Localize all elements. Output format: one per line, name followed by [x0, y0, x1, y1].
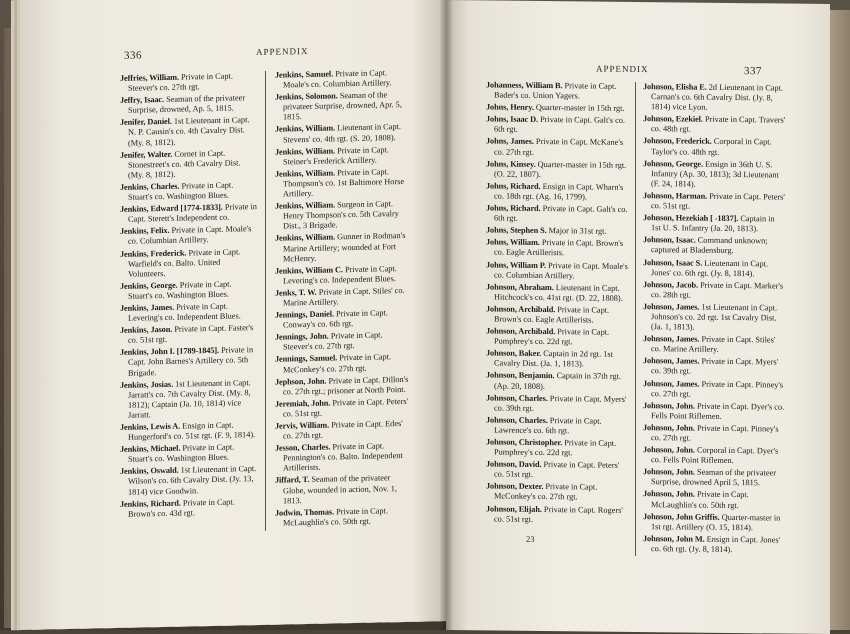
- entry-description: Lieutenant in Capt. Stevens' co. 4th rgt. (S. 20, 1808).: [283, 122, 401, 145]
- entry-description: Private in Capt. Sterett's Independent co.: [128, 202, 257, 224]
- roster-entry: [120, 148, 257, 181]
- roster-entry: [643, 534, 786, 556]
- roster-entry: [275, 167, 412, 200]
- entry-description: Private in Capt. Pennington's co. Balto. Independent Artillerists.: [283, 441, 403, 473]
- roster-entry: [275, 231, 412, 264]
- roster-entry: [643, 512, 786, 534]
- entry-description: Private in Capt. Dyer's co. Fells Point Riflemen.: [651, 401, 785, 421]
- roster-entry: [486, 226, 629, 238]
- entry-name: Johns, William P.: [486, 259, 546, 270]
- roster-entry: [120, 323, 257, 346]
- entry-description: Private in Capt. Lawrence's co. 6th rgt.: [494, 415, 602, 436]
- right-page: [446, 0, 830, 634]
- entry-name: Johnson, Isaac S.: [643, 257, 703, 268]
- entry-name: Johnson, Abraham.: [486, 282, 554, 292]
- entry-name: Johns, Isaac D.: [486, 114, 538, 125]
- left-page-number: 336: [124, 49, 142, 62]
- roster-entry: [643, 280, 786, 302]
- roster-entry: [486, 482, 629, 504]
- entry-description: Private in Capt. John Barnes's Artillery co. 5th Brigade.: [128, 345, 254, 378]
- entry-name: Jenkins, Lewis A.: [120, 421, 181, 432]
- roster-entry: [486, 103, 629, 115]
- roster-entry: [486, 393, 629, 415]
- entry-name: Jenkins, William C.: [275, 264, 343, 276]
- roster-entry: [486, 326, 629, 348]
- entry-name: Jenkins, Charles.: [120, 181, 180, 192]
- roster-entry: [643, 191, 786, 213]
- roster-entry: [643, 302, 786, 334]
- entry-name: Jenkins, Frederick.: [120, 248, 187, 259]
- roster-entry: [275, 68, 412, 91]
- entry-name: Johns, Stephen S.: [486, 225, 547, 236]
- roster-entry: [486, 80, 629, 102]
- roster-entry: [120, 420, 257, 443]
- roster-entry: [486, 137, 629, 159]
- roster-entry: [275, 263, 412, 286]
- entry-description: Private in Capt. Conway's co. 6th rgt.: [283, 308, 388, 330]
- entry-description: Private in Capt. Stuart's co. Washington Blues.: [128, 180, 234, 202]
- entry-description: Captain in 2d rgt. 1st Cavalry Dist. (Ja. 1, 1813).: [494, 349, 613, 369]
- roster-entry: [275, 419, 412, 442]
- entry-name: Johanness, William B.: [486, 80, 563, 91]
- roster-entry: [643, 213, 786, 235]
- entry-description: 1st Lieutenant in Capt. Johnson's co. 2d rgt. 1st Cavalry Dist. (Ja. 1, 1813).: [651, 302, 778, 332]
- roster-entry: [275, 330, 412, 353]
- entry-name: Jenkins, William.: [275, 146, 336, 157]
- entry-name: Johns, William.: [486, 237, 540, 248]
- entry-description: Private in Capt. Pinney's co. 27th rgt.: [651, 423, 779, 443]
- entry-name: Jeffry, Isaac.: [120, 95, 164, 106]
- roster-entry: [643, 235, 786, 257]
- entry-description: Private in Capt. Steever's co. 27th rgt.: [283, 330, 383, 352]
- roster-entry: [643, 423, 786, 445]
- entry-name: Johnson, Charles.: [486, 415, 548, 425]
- entry-name: Jephson, John.: [275, 376, 327, 387]
- entry-name: Johnson, Christopher.: [486, 437, 563, 448]
- entry-name: Jenkins, Oswald.: [120, 466, 179, 477]
- roster-entry: [275, 199, 412, 232]
- entry-description: Command unknown; captured at Bladensburg.: [651, 235, 768, 256]
- roster-entry: [643, 82, 786, 114]
- roster-entry: [120, 180, 257, 203]
- roster-entry: [486, 304, 629, 326]
- entry-description: Private in Capt. Dillon's co. 27th rgt.; prisoner at North Point.: [283, 374, 409, 397]
- entry-description: Captain in 1st U. S. Infantry (Ja. 20, 1813).: [651, 214, 775, 234]
- roster-entry: [120, 93, 257, 116]
- entry-name: Johnson, John.: [643, 467, 695, 477]
- entry-name: Johnson, Dexter.: [486, 481, 544, 492]
- entry-description: Private in Capt. Galt's co. 6th rgt.: [494, 115, 625, 135]
- roster-entry: [120, 378, 257, 421]
- entry-name: Jenkins, Samuel.: [275, 69, 334, 80]
- roster-entry: [643, 356, 786, 378]
- entry-description: Captain in 37th rgt. (Ap. 20, 1808).: [494, 371, 621, 391]
- right-page-number: 337: [744, 65, 762, 78]
- entry-name: Johns, Richard.: [486, 203, 541, 214]
- entry-description: 1st Lieutenant in Capt. Wilson's co. 6th Cavalry Dist. (Jy. 13, 1814) vice Goodwin.: [128, 464, 257, 497]
- entry-name: Jennings, Daniel.: [275, 309, 334, 320]
- entry-name: Jenkins, George.: [120, 280, 178, 291]
- roster-entry: [643, 379, 786, 401]
- roster-entry: [275, 506, 412, 529]
- entry-name: Johnson, Ezekiel.: [643, 114, 703, 124]
- entry-name: Johnson, John M.: [643, 533, 705, 544]
- entry-name: Johnson, John.: [643, 489, 695, 500]
- entry-name: Johnson, David.: [486, 459, 542, 470]
- roster-entry: [486, 415, 629, 437]
- entry-name: Jenkins, Solomon.: [275, 91, 338, 102]
- roster-entry: [275, 90, 412, 123]
- entry-description: Seaman of the privateer Surprise, drowned April 5, 1815.: [651, 467, 776, 488]
- entry-name: Johnson, James.: [643, 356, 700, 366]
- roster-entry: [275, 374, 412, 397]
- left-running-title: APPENDIX: [256, 45, 309, 58]
- entry-description: Private in Capt. Stuart's co. Washington Blues.: [128, 279, 232, 301]
- entry-description: Seaman of the privateer Globe, wounded in action, Nov. 1, 1813.: [283, 473, 397, 506]
- left-column-1: [120, 71, 265, 534]
- entry-description: Private in Capt. Myers' co. 39th rgt.: [494, 393, 627, 413]
- entry-description: Private in Capt. McKane's co. 27th rgt.: [494, 137, 624, 157]
- roster-entry: [120, 301, 257, 324]
- right-column-2: [635, 82, 786, 558]
- entry-name: Johns, Henry.: [486, 102, 534, 113]
- entry-description: Major in 31st rgt.: [548, 226, 607, 236]
- roster-entry: [643, 401, 786, 423]
- roster-entry: [120, 345, 257, 378]
- entry-description: Ensign in Capt. Hungerford's co. 51st rgt. (F. 9, 1814).: [128, 420, 256, 442]
- entry-name: Johnson, James.: [643, 334, 700, 344]
- roster-entry: [120, 224, 257, 247]
- right-running-title: APPENDIX: [596, 63, 649, 75]
- entry-name: Johnson, Harman.: [643, 191, 708, 201]
- entry-name: Johns, James.: [486, 136, 534, 147]
- roster-entry: [643, 137, 786, 159]
- roster-entry: [486, 371, 629, 393]
- entry-name: Jenkins, Felix.: [120, 226, 170, 237]
- entry-name: Jennings, Samuel.: [275, 353, 338, 365]
- entry-description: Ensign in 36th U. S. Infantry (Ap. 30, 1813); 3d Lieutenant (F. 24, 1814).: [651, 159, 779, 189]
- roster-entry: [486, 260, 629, 282]
- entry-description: Private in Capt. McLaughlin's co. 50th rgt.: [283, 506, 388, 528]
- roster-entry: [643, 334, 786, 356]
- entry-description: Private in Capt. Pumphrey's co. 22d rgt.: [494, 327, 610, 347]
- entry-description: Private in Capt. Stuart's co. Washington Blues.: [128, 442, 235, 465]
- roster-entry: [120, 464, 257, 497]
- entry-description: Private in Capt. Stiles' co. Marine Artillery.: [283, 285, 405, 308]
- roster-entry: [486, 282, 629, 304]
- entry-description: Private in Capt. Travers' co. 48th rgt.: [651, 114, 786, 134]
- entry-description: Gunner in Rodman's Marine Artillery; wounded at Fort McHenry.: [283, 231, 406, 264]
- entry-name: Johnson, James.: [643, 301, 700, 312]
- entry-name: Jenkins, Josias.: [120, 379, 174, 390]
- roster-entry: [643, 445, 786, 467]
- roster-entry: [486, 460, 629, 482]
- entry-name: Johnson, John.: [643, 400, 695, 411]
- right-column-1: [486, 80, 635, 556]
- entry-name: Jenkins, William.: [275, 200, 336, 211]
- entry-description: Private in Capt. Steever's co. 27th rgt.: [128, 71, 233, 93]
- entry-description: Quarter-master in 15th rgt.: [535, 103, 625, 114]
- entry-description: Private in Capt. Moale's co. Columbian Artillery.: [128, 224, 252, 247]
- entry-description: Quarter-master in 1st rgt. Artillery (O. 15, 1814).: [651, 512, 781, 532]
- roster-entry: [486, 238, 629, 260]
- entry-name: Johnson, John.: [643, 422, 695, 433]
- right-footer-number: 23: [526, 533, 535, 544]
- entry-name: Johns, Richard.: [486, 181, 541, 191]
- entry-description: Private in Capt. Peters' co. 51st rgt.: [283, 396, 409, 419]
- entry-name: Johnson, James.: [643, 378, 700, 389]
- entry-description: Private in Capt. Stiles' co. Marine Artillery.: [651, 334, 776, 355]
- entry-name: Johnson, John.: [643, 445, 695, 455]
- entry-description: Surgeon in Capt. Henry Thompson's co. 5th Cavalry Dist., 3 Brigade.: [283, 199, 399, 231]
- entry-description: 1st Lieutenant in Capt. N. P. Causin's co. 4th Cavalry Dist. (My. 8, 1812).: [128, 115, 250, 148]
- entry-description: Private in Capt. Bader's co. Union Yagers.: [494, 81, 617, 101]
- entry-name: Johnson, Baker.: [486, 348, 542, 359]
- entry-name: Jiffard, T.: [275, 475, 310, 486]
- entry-name: Jennings, John.: [275, 331, 329, 342]
- entry-name: Johnson, George.: [643, 158, 703, 169]
- entry-name: Johnson, Benjamin.: [486, 370, 555, 381]
- entry-description: Private in Capt. Levering's co. Independent Blues.: [283, 263, 397, 286]
- roster-entry: [486, 181, 629, 203]
- entry-description: Ensign in Capt. Jones' co. 6th rgt. (Jy. 8, 1814).: [651, 534, 781, 554]
- entry-description: Private in Capt. Peters' co. 51st rgt.: [494, 460, 620, 480]
- roster-entry: [275, 473, 412, 506]
- entry-description: Private in Capt. McConkey's co. 27th rgt.: [494, 482, 598, 502]
- entry-description: Lieutenant in Capt. Jones' co. 6th rgt. (Jy. 8, 1814).: [651, 258, 769, 278]
- entry-description: Private in Capt. Pumphrey's co. 22d rgt.: [494, 438, 617, 458]
- entry-name: Jenks, T. W.: [275, 287, 317, 298]
- entry-description: Private in Capt. Marker's co. 28th rgt.: [651, 280, 784, 300]
- entry-description: Private in Capt. Rogers' co. 51st rgt.: [494, 504, 623, 524]
- entry-name: Jenkins, William.: [275, 123, 336, 135]
- entry-description: Private in Capt. McConkey's co. 27th rgt.: [283, 352, 392, 375]
- entry-description: Corporal in Capt. Taylor's co. 48th rgt.: [651, 137, 772, 157]
- roster-entry: [275, 397, 412, 420]
- entry-description: Seaman of the privateer Surprise, drowned, Apr. 5, 1815.: [283, 90, 402, 122]
- roster-entry: [275, 441, 412, 474]
- entry-description: Private in Capt. Thompson's co. 1st Baltimore Horse Artillery.: [283, 167, 405, 199]
- entry-description: Corporal in Capt. Dyer's co. Fells Point Riflemen.: [651, 445, 779, 466]
- roster-entry: [486, 349, 629, 371]
- roster-entry: [275, 286, 412, 309]
- entry-name: Johnson, John Griffis.: [643, 511, 720, 522]
- entry-description: 2d Lieutenant in Capt. Carnan's co. 6th Cavalry Dist. (Jy. 8, 1814) vice Lyon.: [651, 82, 783, 112]
- entry-name: Jeffries, William.: [120, 72, 179, 83]
- entry-description: Private in Capt. Myers' co. 39th rgt.: [651, 357, 779, 377]
- entry-name: Johnson, Archibald.: [486, 304, 556, 315]
- entry-name: Johns, Kinsey.: [486, 159, 536, 169]
- roster-entry: [486, 437, 629, 459]
- roster-entry: [643, 159, 786, 191]
- entry-name: Jenkins, Edward [1774-1833].: [120, 202, 223, 215]
- entry-name: Jenkins, Michael.: [120, 443, 181, 455]
- roster-entry: [120, 247, 257, 280]
- roster-entry: [486, 159, 629, 181]
- roster-entry: [120, 279, 257, 302]
- entry-name: Jenkins, William.: [275, 232, 336, 244]
- roster-entry: [120, 442, 257, 465]
- roster-entry: [486, 203, 629, 225]
- entry-name: Jodwin, Thomas.: [275, 507, 334, 518]
- entry-description: Private in Capt. Brown's co. Eagle Artillerists.: [494, 238, 624, 258]
- roster-entry: [643, 114, 786, 136]
- roster-entry: [120, 71, 257, 94]
- roster-entry: [643, 490, 786, 512]
- entry-description: Private in Capt. Moale's co. Columbian Artillery.: [494, 260, 628, 280]
- entry-description: Private in Capt. McLaughlin's co. 50th rgt.: [651, 490, 749, 510]
- entry-name: Jenkins, William.: [275, 168, 336, 179]
- roster-entry: [275, 122, 412, 145]
- entry-description: Private in Capt. Pinney's co. 27th rgt.: [651, 379, 784, 399]
- entry-name: Johnson, Jacob.: [643, 279, 698, 290]
- left-column-2: [265, 68, 412, 531]
- entry-description: Ensign in Capt. Wharn's co. 18th rgt. (Ag. 16, 1799).: [494, 181, 624, 202]
- roster-entry: [275, 308, 412, 331]
- roster-entry: [120, 497, 257, 520]
- entry-name: Johnson, Elisha E.: [643, 82, 707, 92]
- entry-name: Jenifer, Daniel.: [120, 117, 172, 128]
- entry-name: Jenifer, Walter.: [120, 149, 173, 160]
- entry-name: Johnson, Elijah.: [486, 503, 542, 514]
- entry-name: Johnson, Charles.: [486, 393, 548, 403]
- entry-description: 1st Lieutenant in Capt. Jarratt's co. 7th Cavalry Dist. (My. 8, 1812); Captain (Ja. 10, 1814) vice Jarratt.: [128, 377, 251, 420]
- entry-description: Private in Capt. Levering's co. Independent Blues.: [128, 301, 241, 323]
- roster-entry: [120, 115, 257, 148]
- roster-entry: [120, 202, 257, 225]
- entry-description: Lieutenant in Capt. Hitchcock's co. 41st rgt. (D. 22, 1808).: [494, 282, 623, 303]
- entry-description: Seaman of the privateer Surprise, drowned, Ap. 5, 1815.: [128, 93, 246, 116]
- roster-entry: [643, 258, 786, 280]
- left-page: [20, 0, 446, 630]
- entry-name: Jesson, Charles.: [275, 442, 331, 453]
- entry-name: Jenkins, Richard.: [120, 498, 181, 509]
- entry-name: Jenkins, James.: [120, 302, 175, 313]
- entry-name: Jervis, William.: [275, 420, 330, 431]
- entry-name: Jenkins, Jason.: [120, 324, 173, 336]
- right-columns: [486, 80, 786, 557]
- entry-name: Jeremiah, John.: [275, 398, 331, 409]
- left-columns: [120, 68, 412, 534]
- roster-entry: [275, 144, 412, 167]
- book-gutter: [440, 0, 452, 630]
- entry-description: Private in Capt. Peters' co. 51st rgt.: [651, 191, 785, 211]
- entry-name: Johnson, Frederick.: [643, 136, 712, 147]
- entry-description: Private in Capt. Brown's co. Eagle Artillerists.: [494, 305, 610, 325]
- entry-name: Johnson, Hezekiah [ -1837].: [643, 213, 739, 224]
- roster-entry: [486, 504, 629, 526]
- entry-name: Jenkins, John I. [1789-1845].: [120, 346, 219, 358]
- entry-description: Private in Capt. Brown's co. 43d rgt.: [128, 497, 235, 519]
- roster-entry: [275, 352, 412, 375]
- entry-name: Johnson, Isaac.: [643, 235, 696, 245]
- entry-description: Cornet in Capt. Stonestreet's co. 4th Cavalry Dist. (My. 8, 1812).: [128, 148, 241, 180]
- entry-description: Private in Capt. Moale's co. Columbian Artillery.: [283, 68, 392, 90]
- entry-name: Johnson, Archibald.: [486, 326, 556, 337]
- roster-entry: [486, 115, 629, 137]
- entry-description: Private in Capt. Edes' co. 27th rgt.: [283, 418, 403, 441]
- roster-entry: [643, 467, 786, 489]
- entry-description: Quarter-master in 15th rgt. (O. 22, 1807).: [494, 159, 627, 179]
- entry-description: Private in Capt. Faster's co. 51st rgt.: [128, 323, 254, 345]
- entry-description: Private in Capt. Galt's co. 6th rgt.: [494, 204, 628, 223]
- entry-description: Private in Capt. Steiner's Frederick Artillery.: [283, 144, 389, 167]
- entry-description: Private in Capt. Warfield's co. Balto. United Volunteers.: [128, 246, 241, 279]
